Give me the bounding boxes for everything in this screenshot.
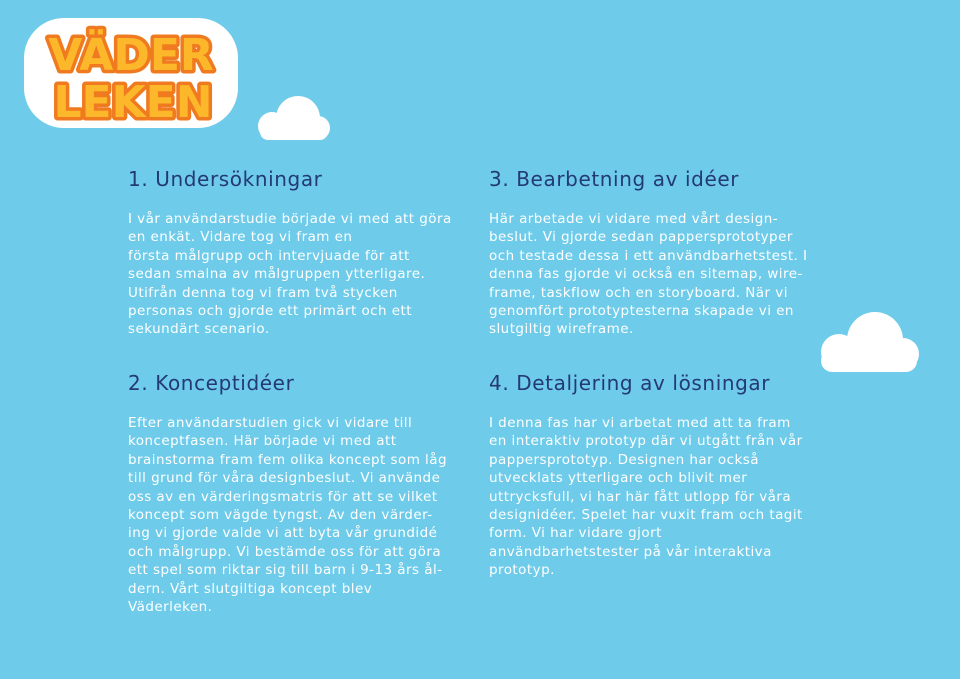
logo-text-line2: LEKEN [53,77,213,128]
logo-text-line1: VÄDER [48,30,214,81]
section-title: 3. Bearbetning av idéer [489,167,740,191]
section-undersokningar [128,167,478,339]
cloud-icon [254,92,334,144]
section-detaljering [489,371,839,580]
section-body: Här arbetade vi vidare med vårt design- beslut. Vi gjorde sedan pappersprototyper och testade dessa i ett användbarhetstest. I denna fas gjorde vi också en sitemap, wire- frame, taskflow och en storyboard. När vi genomfört prototyptesterna skapade vi en slutgiltig wireframe. [489,211,808,338]
section-title: 1. Undersökningar [128,167,323,191]
section-body: Efter användarstudien gick vi vidare till konceptfasen. Här började vi med att brainstorma fram fem olika koncept som låg till grund för våra designbeslut. Vi använde oss av en värderingsmatris för att se vilket koncept som vägde tyngst. Av den värder- ing vi gjorde valde vi att byta vår grundidé och målgrupp. Vi bestämde oss för att göra ett spel som riktar sig till barn i 9-13 års ål- dern. Vårt slutgiltiga koncept blev Väderleken. [128,415,447,616]
section-bearbetning [489,167,839,339]
section-body: I denna fas har vi arbetat med att ta fram en interaktiv prototyp där vi utgått från vår pappersprototyp. Designen har också utvecklats ytterligare och blivit mer uttrycksfull, vi har här fått utlopp för våra designidéer. Spelet har vuxit fram och tagit form. Vi har vidare gjort användbarhetstester på vår interaktiva prototyp. [489,415,803,579]
section-title: 2. Konceptidéer [128,371,295,395]
section-title: 4. Detaljering av lösningar [489,371,771,395]
section-konceptideer [128,371,478,616]
section-body: I vår användarstudie började vi med att göra en enkät. Vidare tog vi fram en första målgrupp och intervjuade för att sedan smalna av målgruppen ytterligare. Utifrån denna tog vi fram två stycken personas och gjorde ett primärt och ett sekundärt scenario. [128,211,452,338]
vaderleken-logo [22,16,240,130]
